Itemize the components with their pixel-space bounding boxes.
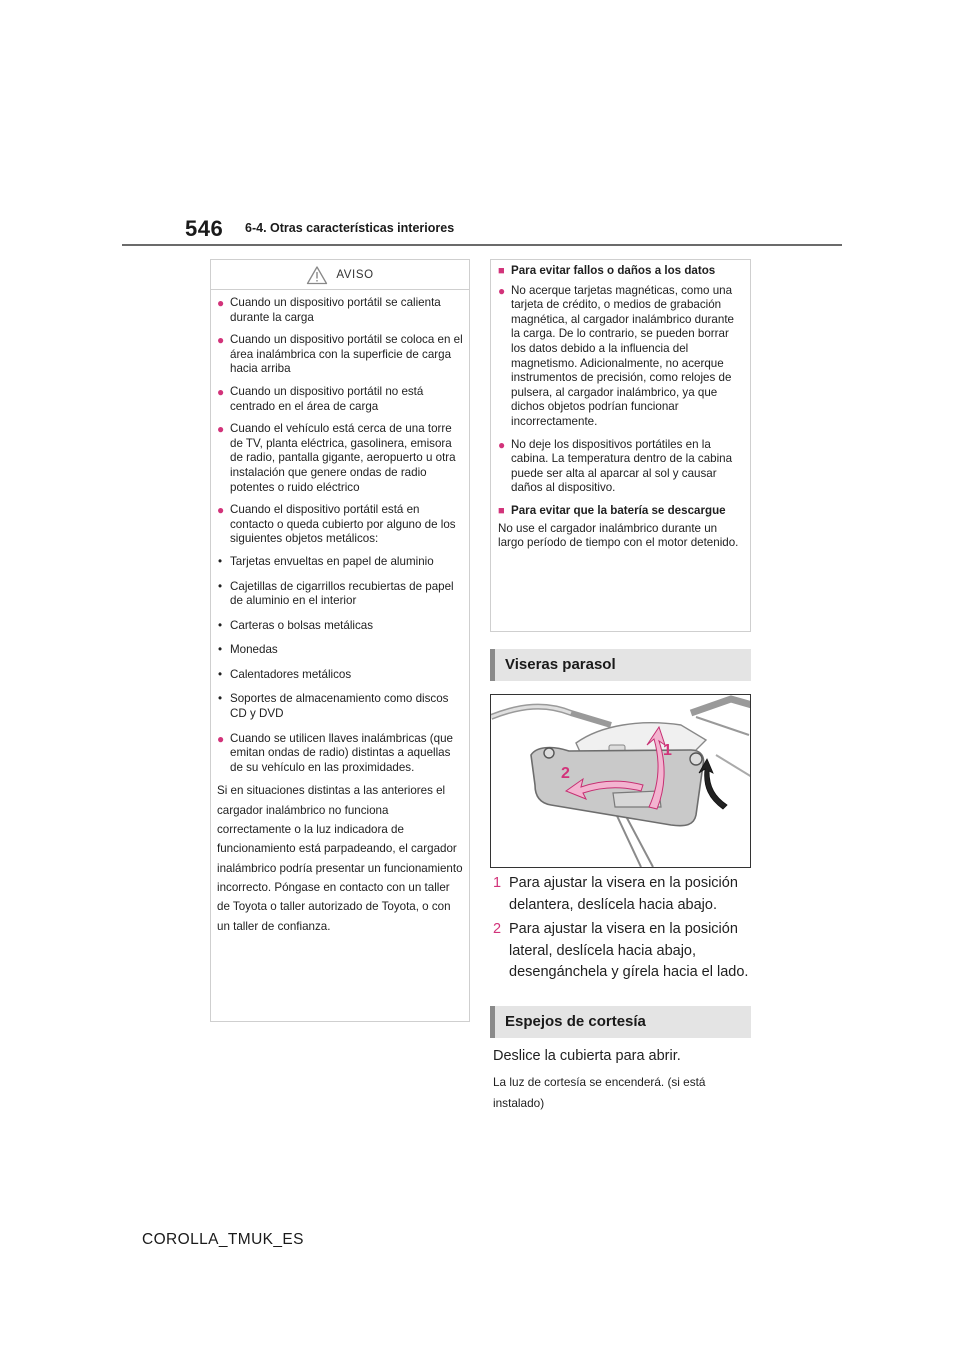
notice-box (490, 259, 751, 632)
footer-code: COROLLA_TMUK_ES (142, 1231, 304, 1248)
warning-box (210, 259, 470, 1022)
warning-sub-text: Monedas (230, 643, 278, 657)
sub-bullet-icon: • (218, 579, 223, 593)
warning-triangle-icon (306, 265, 328, 285)
heading-viseras-parasol: Viseras parasol (490, 649, 751, 681)
warning-bullet-text: Cuando un dispositivo portátil se coloca en el área inalámbrica con la superficie de carga hacia arriba (230, 333, 463, 376)
warning-header (211, 260, 469, 290)
warning-bullet-text: Cuando el dispositivo portátil está en contacto o queda cubierto por alguno de los siguientes objetos metálicos: (230, 503, 456, 546)
section-title: 6-4. Otras características interiores (245, 221, 455, 235)
warning-bullet (217, 333, 463, 377)
sun-visor-illustration (490, 694, 751, 868)
warning-sub-text: Soportes de almacenamiento como discos CD y DVD (230, 692, 449, 721)
warning-bullet-text: Cuando el vehículo está cerca de una torre de TV, planta eléctrica, gasolinera, emisora de radio, pantalla gigante, aeropuerto u otra instalación que genere ondas de radio potentes o ruido eléctrico (230, 422, 456, 494)
bullet-dot-icon: ● (217, 503, 225, 518)
warning-sub-item (217, 555, 463, 570)
warning-bullet (217, 422, 463, 495)
page-number: 546 (185, 216, 224, 241)
notice-heading (498, 264, 743, 279)
warning-title: AVISO (336, 268, 374, 281)
warning-sub-text: Carteras o bolsas metálicas (230, 618, 374, 632)
warning-bullet (217, 296, 463, 325)
step-number: 1 (493, 875, 502, 891)
notice-bullet-text: No acerque tarjetas magnéticas, como una tarjeta de crédito, o medios de grabación magnética, al cargador inalámbrico durante la carga. De lo contrario, se pueden borrar los datos debido a la influencia del magnetismo. Adicionalmente, no acerque instrumentos de precisión, como relojes de pulsera, al cargador inalámbrico, ya que dichos objetos podrían funcionar incorrectamente. (511, 283, 734, 428)
espejos-note: La luz de cortesía se encenderá. (si está instalado) (493, 1075, 706, 1110)
notice-bullet (498, 438, 743, 496)
step-number: 2 (493, 921, 502, 937)
bullet-dot-icon: ● (217, 731, 225, 746)
warning-sub-text: Calentadores metálicos (230, 667, 352, 681)
square-bullet-icon: ■ (498, 504, 505, 517)
espejos-body: Deslice la cubierta para abrir. (493, 1048, 681, 1064)
header-rule (122, 244, 842, 246)
bullet-dot-icon: ● (217, 333, 225, 348)
warning-paragraph: Si en situaciones distintas a las anteriores el cargador inalámbrico no funciona correctamente o la luz indicadora de funcionamiento está parpadeando, el cargador inalámbrico podría presentar un funcionamiento incorrecto. Póngase en contacto con un taller de Toyota o taller autorizado de Toyota, o con un taller de confianza. (217, 784, 463, 933)
warning-sub-item (217, 643, 463, 658)
warning-bullet (217, 732, 463, 776)
sub-bullet-icon: • (218, 692, 223, 706)
heading-espejos-cortesia: Espejos de cortesía (490, 1006, 751, 1038)
notice-heading-text: Para evitar fallos o daños a los datos (511, 264, 716, 277)
warning-bullet-text: Cuando un dispositivo portátil no está centrado en el área de carga (230, 384, 424, 413)
bullet-dot-icon: ● (498, 283, 506, 298)
warning-bullet (217, 503, 463, 547)
sub-bullet-icon: • (218, 643, 223, 657)
notice-paragraph: No use el cargador inalámbrico durante un largo período de tiempo con el motor detenido. (498, 521, 739, 550)
warning-bullet (217, 385, 463, 414)
bullet-dot-icon: ● (217, 422, 225, 437)
step-1 (493, 873, 755, 916)
sub-bullet-icon: • (218, 667, 223, 681)
step-2 (493, 919, 755, 984)
bullet-dot-icon: ● (498, 437, 506, 452)
notice-heading-text: Para evitar que la batería se descargue (511, 503, 726, 517)
warning-sub-text: Cajetillas de cigarrillos recubiertas de papel de aluminio en el interior (230, 579, 454, 608)
warning-content (211, 290, 469, 936)
step-text: Para ajustar la visera en la posición delantera, deslícela hacia abajo. (509, 875, 738, 913)
warning-sub-item (217, 692, 463, 721)
sub-bullet-icon: • (218, 554, 223, 568)
warning-sub-item (217, 619, 463, 634)
sub-bullet-icon: • (218, 618, 223, 632)
figure-label-1: 1 (663, 742, 672, 759)
warning-bullet-text: Cuando se utilicen llaves inalámbricas (que emitan ondas de radio) distintas a aquellas de su vehículo en las proximidades. (230, 731, 453, 774)
notice-bullet (498, 284, 743, 430)
warning-sub-text: Tarjetas envueltas en papel de aluminio (230, 554, 434, 568)
bullet-dot-icon: ● (217, 296, 225, 310)
warning-bullet-text: Cuando un dispositivo portátil se calienta durante la carga (230, 296, 441, 324)
notice-heading (498, 504, 743, 519)
figure-label-2: 2 (561, 765, 570, 782)
warning-sub-item (217, 580, 463, 609)
step-text: Para ajustar la visera en la posición lateral, deslícela hacia abajo, desengánchela y gírela hacia el lado. (509, 921, 749, 980)
sun-visor-drawing (491, 695, 751, 868)
notice-bullet-text: No deje los dispositivos portátiles en la cabina. La temperatura dentro de la cabina puede ser alta al aparcar al sol y causar daños al dispositivo. (511, 437, 733, 495)
square-bullet-icon: ■ (498, 265, 505, 277)
warning-sub-item (217, 668, 463, 683)
bullet-dot-icon: ● (217, 384, 225, 399)
